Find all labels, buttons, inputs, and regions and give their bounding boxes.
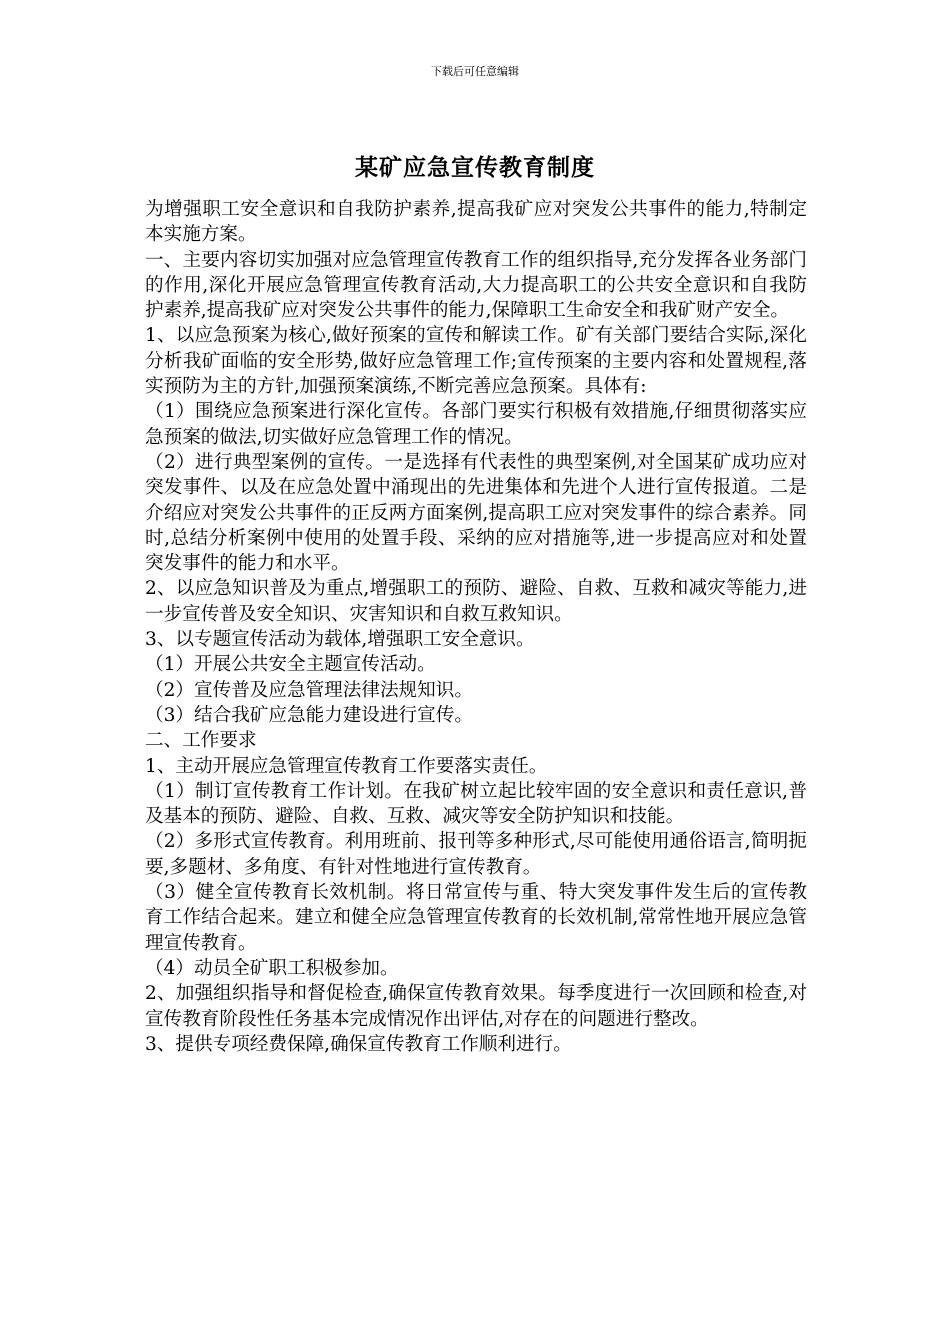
paragraph-item-3: 3、以专题宣传活动为载体,增强职工安全意识。 <box>145 629 535 651</box>
page-header: 下载后可任意编辑 <box>431 65 519 78</box>
paragraph-item-1: 1、以应急预案为核心,做好预案的宣传和解读工作。矿有关部门要结合实际,深化分析我矿面临的安全形势,做好应急管理工作;宣传预案的主要内容和处置规程,落实预防为主的方针,加强预案演练,不断完善应急预案。具体有: <box>145 325 807 398</box>
paragraph-req-1-1: （1）制订宣传教育工作计划。在我矿树立起比较牢固的安全意识和责任意识,普及基本的预防、避险、自救、互救、减灾等安全防护知识和技能。 <box>145 780 807 828</box>
paragraph-item-1-2: （2）进行典型案例的宣传。一是选择有代表性的典型案例,对全国某矿成功应对突发事件、以及在应急处置中涌现出的先进集体和先进个人进行宣传报道。二是介绍应对突发公共事件的正反两方面案例,提高职工应对突发事件的综合素养。同时,总结分析案例中使用的处置手段、采纳的应对措施等,进一步提高应对和处置突发事件的能力和水平。 <box>145 451 807 575</box>
paragraph-req-3: 3、提供专项经费保障,确保宣传教育工作顺利进行。 <box>145 1033 572 1055</box>
paragraph-item-3-3: （3）结合我矿应急能力建设进行宣传。 <box>145 704 473 726</box>
paragraph-section-2: 二、工作要求 <box>145 730 257 752</box>
paragraph-req-1-2: （2）多形式宣传教育。利用班前、报刊等多种形式,尽可能使用通俗语言,简明扼要,多题材、多角度、有针对性地进行宣传教育。 <box>145 831 807 878</box>
paragraph-item-3-2: （2）宣传普及应急管理法律法规知识。 <box>145 679 473 701</box>
document-body <box>145 197 807 1057</box>
paragraph-req-1: 1、主动开展应急管理宣传教育工作要落实责任。 <box>145 755 548 777</box>
paragraph-item-1-1: （1）围绕应急预案进行深化宣传。各部门要实行积极有效措施,仔细贯彻落实应急预案的做法,切实做好应急管理工作的情况。 <box>145 401 807 448</box>
paragraph-section-1: 一、主要内容切实加强对应急管理宣传教育工作的组织指导,充分发挥各业务部门的作用,深化开展应急管理宣传教育活动,大力提高职工的公共安全意识和自我防护素养,提高我矿应对突发公共事件的能力,保障职工生命安全和我矿财产安全。 <box>145 249 807 322</box>
document-title: 某矿应急宣传教育制度 <box>355 154 595 181</box>
paragraph-req-2: 2、加强组织指导和督促检查,确保宣传教育效果。每季度进行一次回顾和检查,对宣传教育阶段性任务基本完成情况作出评估,对存在的问题进行整改。 <box>145 983 807 1030</box>
paragraph-req-1-3: （3）健全宣传教育长效机制。将日常宣传与重、特大突发事件发生后的宣传教育工作结合起来。建立和健全应急管理宣传教育的长效机制,常常性地开展应急管理宣传教育。 <box>145 882 807 954</box>
paragraph-item-3-1: （1）开展公共安全主题宣传活动。 <box>145 654 436 676</box>
paragraph-intro: 为增强职工安全意识和自我防护素养,提高我矿应对突发公共事件的能力,特制定本实施方案。 <box>145 199 807 246</box>
paragraph-item-2: 2、以应急知识普及为重点,增强职工的预防、避险、自救、互救和减灾等能力,进一步宣传普及安全知识、灾害知识和自救互救知识。 <box>145 578 807 625</box>
paragraph-req-1-4: （4）动员全矿职工积极参加。 <box>145 957 399 979</box>
